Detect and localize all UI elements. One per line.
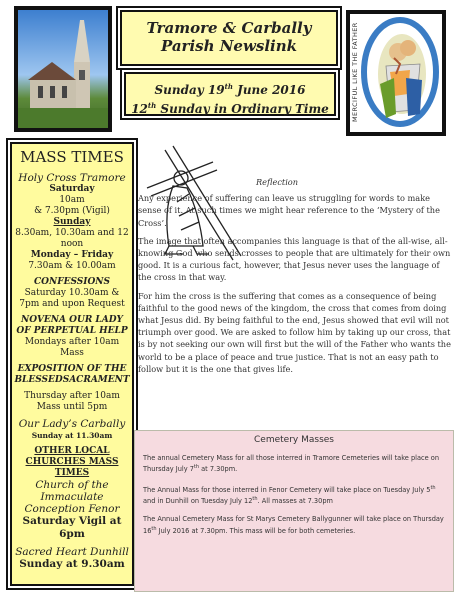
mass-times-panel — [10, 142, 134, 586]
holy-cross-label: Holy Cross Tramore — [18, 172, 126, 184]
carbally-label: Our Lady’s Carbally — [18, 418, 126, 430]
cemetery-paragraph-1: The annual Cemetery Mass for all those interred in Tramore Cemeteries will take place on Thursday July 7th at 7.30pm. — [143, 454, 439, 474]
date-line-1: Sunday 19th June 2016 — [154, 82, 306, 97]
cemetery-paragraph-2: The Annual Mass for those interred in Fenor Cemetery will take place on Tuesday July 5th and in Dunhill on Tuesday July 12th. All masses at 7.30pm — [143, 484, 436, 506]
church-photo — [14, 6, 112, 132]
dunhill-label: Sacred Heart Dunhill — [15, 546, 129, 558]
monfri-label: Monday – Friday — [30, 250, 114, 260]
fenor-label: Church of the Immaculate Conception Fenor — [24, 479, 120, 515]
cemetery-paragraph-3: The Annual Cemetery Mass for St Marys Cemetery Ballygunner will take place on Thursday 16th July 2016 at 7.30pm. This mass will be for both cemeteries. — [143, 515, 444, 535]
title-line-2: Parish Newslink — [160, 37, 298, 55]
confessions-label: CONFESSIONS — [33, 277, 111, 287]
reflection-article — [138, 176, 452, 381]
sunday-times: 8.30am, 10.30am and 12 noon — [15, 228, 129, 249]
cemetery-masses-box — [134, 430, 454, 592]
sunday-label: Sunday — [53, 217, 91, 227]
date-line-2: 12th Sunday in Ordinary Time — [131, 101, 329, 116]
saturday-time-2: & 7.30pm (Vigil) — [34, 206, 110, 216]
fenor-time: Saturday Vigil at 6pm — [22, 515, 122, 540]
cemetery-masses-title: Cemetery Masses — [254, 435, 334, 445]
saturday-label: Saturday — [49, 184, 95, 194]
reflection-paragraph-3: For him the cross is the suffering that comes as a consequence of being faithful to the good news of the kingdom, the cross that comes from doing what Jesus did. By being faithful to the end, Jesus showed that evil will not triumph over good. We are asked to follow him by taking up our cross, that is by not seeking our own will first but the will of the Father who wants the world to be a place of peace and true justice. That is not an easy path to follow but it is the one that gives life. — [138, 290, 451, 374]
church-illustration — [18, 10, 108, 128]
reflection-paragraph-2: The image that often accompanies this language is that of the all-wise, all-knowing God who sends crosses to people that are ultimately for their own good. It is a curious fact, however, that Jesus never uses the language of the cross in that way. — [138, 235, 451, 283]
date-box — [124, 72, 336, 116]
jubilee-of-mercy-logo — [346, 10, 446, 136]
monfri-times: 7.30am & 10.00am — [28, 261, 116, 271]
exposition-times: Thursday after 10am Mass until 5pm — [24, 391, 120, 412]
exposition-label: EXPOSITION OF THE BLESSEDSACRAMENT — [14, 364, 130, 385]
title-line-1: Tramore & Carbally — [146, 19, 312, 37]
newsletter-title-box — [120, 10, 338, 66]
logo-motto: MERCIFUL LIKE THE FATHER — [351, 22, 359, 122]
saturday-time-1: 10am — [59, 195, 85, 205]
carbally-time: Sunday at 11.30am — [31, 431, 113, 440]
confessions-times: Saturday 10.30am & 7pm and upon Request — [19, 288, 125, 309]
reflection-paragraph-1: Any experience of suffering can leave us struggling for words to make sense of it. At such times we might hear reference to the ‘Mystery of the Cross’. — [138, 193, 440, 228]
novena-label: NOVENA OUR LADY OF PERPETUAL HELP — [16, 315, 128, 336]
dunhill-time: Sunday at 9.30am — [19, 558, 125, 570]
mass-times-heading: MASS TIMES — [20, 148, 124, 166]
other-churches-label: OTHER LOCAL CHURCHES MASS TIMES — [25, 446, 119, 478]
novena-times: Mondays after 10am Mass — [24, 337, 120, 358]
reflection-heading: Reflection — [256, 177, 299, 187]
